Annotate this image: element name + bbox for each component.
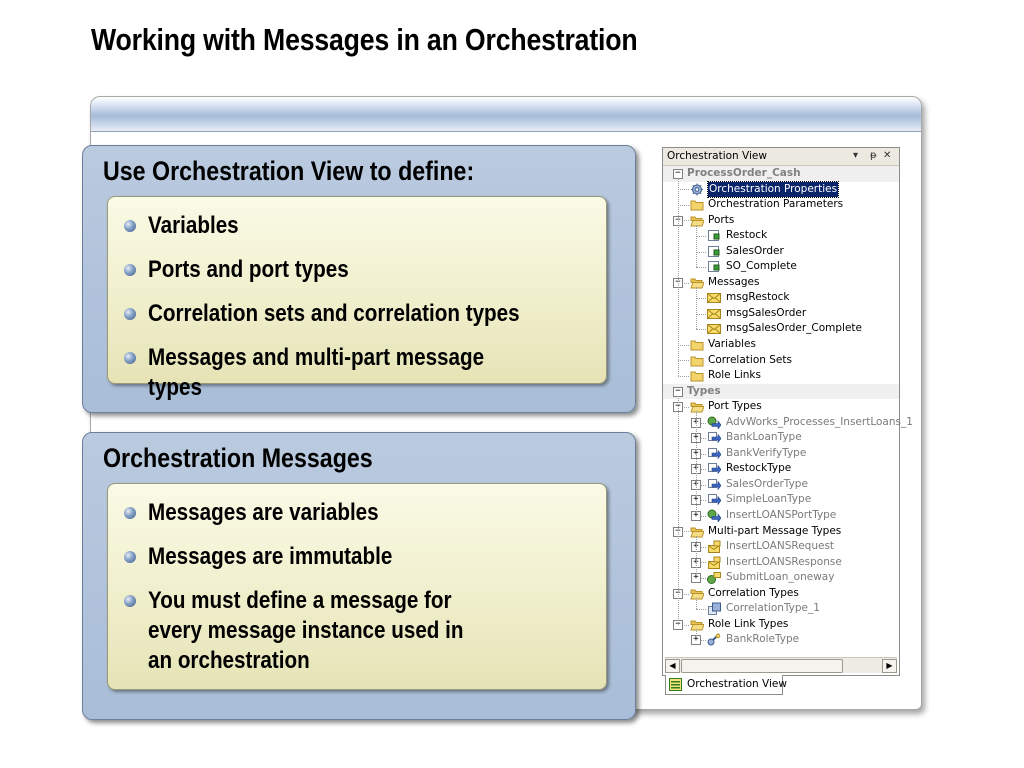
tree-row[interactable] [663, 259, 899, 275]
bullet-icon [124, 308, 136, 320]
tree-connector-line [696, 298, 706, 299]
bullet-icon [124, 220, 136, 232]
tree-item-label: AdvWorks_Processes_InsertLoans_1 [726, 415, 913, 428]
tree-row[interactable] [663, 197, 899, 213]
port-icon [707, 229, 721, 242]
orchestration-view-window [662, 147, 913, 676]
tree-connector-line [696, 609, 706, 610]
tree-connector-line [678, 189, 689, 190]
tree-row[interactable] [663, 228, 899, 244]
collapse-icon[interactable]: − [673, 402, 683, 412]
folder-open-icon [690, 525, 704, 538]
tree-row[interactable] [663, 570, 899, 586]
tree-item-label: Ports [708, 213, 735, 226]
bullet-item [124, 542, 606, 572]
port-icon [707, 245, 721, 258]
expand-icon[interactable]: + [691, 433, 701, 443]
bullet-item [124, 299, 606, 329]
folder-open-icon [690, 400, 704, 413]
tree-item-label: Correlation Types [708, 586, 799, 599]
tree-connector-line [696, 236, 706, 237]
expand-icon[interactable]: + [691, 495, 701, 505]
tree-row[interactable] [663, 430, 899, 446]
correlation-type-icon [707, 602, 721, 615]
collapse-icon[interactable]: − [673, 620, 683, 630]
bullet-text: Ports and port types [148, 256, 349, 283]
bullet-text: Messages and multi-part message types [148, 344, 485, 401]
tree-connector-line [696, 411, 697, 516]
bullet-icon [124, 595, 136, 607]
bullet-icon [124, 264, 136, 276]
tree-connector-line [678, 345, 689, 346]
folder-closed-icon [690, 354, 704, 367]
expand-icon[interactable]: + [691, 511, 701, 521]
tree-row[interactable] [663, 555, 899, 571]
message-type-icon [707, 556, 721, 569]
tree-row[interactable] [663, 321, 899, 337]
slide-title: Working with Messages in an Orchestration [91, 22, 638, 57]
tree-item-label: Messages [708, 275, 760, 288]
scroll-left-button[interactable]: ◀ [665, 659, 680, 673]
port-type-icon [707, 478, 721, 491]
expand-icon[interactable]: + [691, 573, 701, 583]
tree-row[interactable] [663, 213, 899, 229]
message-type-icon [707, 540, 721, 553]
scrollbar-thumb[interactable] [681, 659, 843, 673]
tree-connector-line [696, 287, 697, 330]
tree-item-label: SO_Complete [726, 260, 797, 273]
bullet-item [124, 498, 606, 528]
tree-row[interactable] [663, 539, 899, 555]
folder-closed-icon [690, 198, 704, 211]
tree-connector-line [696, 536, 697, 579]
tree-connector-line [678, 360, 689, 361]
expand-icon[interactable]: + [691, 418, 701, 428]
bullet-icon [124, 551, 136, 563]
tree-item-label: BankRoleType [726, 633, 800, 646]
port-type-icon [707, 493, 721, 506]
bullet-text: You must define a message for every message instance used in an orchestration [148, 587, 464, 674]
port-icon [707, 260, 721, 273]
expand-icon[interactable]: + [691, 558, 701, 568]
tree-row[interactable] [663, 399, 899, 415]
tree-row[interactable] [663, 368, 899, 384]
frame-title-bar [91, 97, 921, 132]
tree-row[interactable] [663, 275, 899, 291]
tree-section-row[interactable] [663, 384, 899, 400]
tree-row[interactable] [663, 617, 899, 633]
bullet-item [124, 343, 606, 403]
horizontal-scrollbar[interactable] [665, 657, 897, 673]
tree-section-row[interactable] [663, 166, 899, 182]
folder-open-icon [690, 214, 704, 227]
port-type-web-icon [707, 509, 721, 522]
tree-item-label: SimpleLoanType [726, 493, 812, 506]
bullet-item [124, 211, 606, 241]
folder-open-icon [690, 618, 704, 631]
auto-hide-pin-icon[interactable]: ᵽ [870, 150, 877, 161]
tree-connector-line [678, 376, 689, 377]
tree-item-label: RestockType [726, 462, 792, 475]
expand-icon[interactable]: + [691, 464, 701, 474]
window-position-dropdown-icon[interactable]: ▾ [853, 150, 859, 161]
tree-item-label: Port Types [708, 400, 762, 413]
panel-bullet-box [107, 196, 607, 401]
tree-connector-line [678, 396, 679, 625]
folder-closed-icon [690, 369, 704, 382]
tree-item-label: msgRestock [726, 291, 790, 304]
bullet-icon [124, 507, 136, 519]
tree-item-label: SalesOrder [726, 244, 784, 257]
port-type-icon [707, 431, 721, 444]
tree-item-label: Correlation Sets [708, 353, 792, 366]
tree-row[interactable] [663, 244, 899, 260]
bullet-text: Messages are immutable [148, 543, 393, 570]
tree-connector-line [696, 314, 706, 315]
tree-connector-line [696, 329, 706, 330]
tree-item-label: Multi-part Message Types [708, 524, 842, 537]
collapse-icon[interactable]: − [673, 589, 683, 599]
tree-item-label: msgSalesOrder [726, 306, 807, 319]
expand-icon[interactable]: + [691, 635, 701, 645]
tree-row[interactable] [663, 586, 899, 602]
bullet-text: Variables [148, 212, 239, 239]
tree-item-label: InsertLOANSPortType [726, 509, 837, 522]
tree-item-label: BankVerifyType [726, 446, 807, 459]
orchestration-view-icon [669, 678, 682, 691]
tree-row[interactable] [663, 524, 899, 540]
bullet-list [108, 197, 606, 403]
panel-orchestration-view-uses [82, 145, 636, 413]
tree-row[interactable] [663, 306, 899, 322]
tree-row[interactable] [663, 632, 899, 648]
tree-connector-line [678, 205, 689, 206]
tree-row[interactable] [663, 415, 913, 431]
tree-item-label: SubmitLoan_oneway [726, 571, 835, 584]
collapse-icon[interactable]: − [673, 169, 683, 179]
orchestration-tree [663, 166, 913, 648]
tree-row[interactable] [663, 492, 899, 508]
folder-open-icon [690, 276, 704, 289]
envelope-icon [707, 291, 721, 304]
envelope-icon [707, 322, 721, 335]
panel-title: Use Orchestration View to define: [103, 156, 475, 186]
tree-item-label: Orchestration Properties [708, 182, 838, 198]
bullet-item [124, 586, 606, 676]
tab-orchestration-view[interactable] [665, 675, 787, 695]
panel-orchestration-messages [82, 432, 636, 720]
scroll-right-button[interactable]: ▶ [882, 659, 897, 673]
tree-item-label: Role Links [708, 369, 761, 382]
tree-item-label: Variables [708, 338, 756, 351]
tree-item-label: SalesOrderType [726, 477, 808, 490]
tab-label: Orchestration View [687, 678, 787, 690]
tree-row[interactable] [663, 461, 899, 477]
tree-item-label: CorrelationType_1 [726, 602, 820, 615]
collapse-icon[interactable]: − [673, 527, 683, 537]
bullet-text: Messages are variables [148, 499, 379, 526]
tree-item-label: InsertLOANSResponse [726, 555, 842, 568]
port-type-icon [707, 447, 721, 460]
bullet-list [108, 484, 606, 676]
tree-row[interactable] [663, 353, 899, 369]
folder-closed-icon [690, 338, 704, 351]
tree-row[interactable] [663, 477, 899, 493]
tree-connector-line [696, 629, 697, 641]
port-type-icon [707, 462, 721, 475]
tree-row[interactable] [663, 182, 899, 198]
tool-window-title: Orchestration View [667, 150, 767, 162]
tree-connector-line [696, 225, 697, 268]
bullet-item [124, 255, 606, 285]
tree-row[interactable] [663, 337, 899, 353]
tree-connector-line [696, 252, 706, 253]
tree-item-label: ProcessOrder_Cash [687, 167, 801, 179]
collapse-icon[interactable]: − [673, 387, 683, 397]
tool-window-header [663, 148, 899, 166]
tree-row[interactable] [663, 601, 899, 617]
collapse-icon[interactable]: − [673, 278, 683, 288]
expand-icon[interactable]: + [691, 449, 701, 459]
expand-icon[interactable]: + [691, 542, 701, 552]
tree-connector-line [678, 178, 679, 376]
tree-item-label: Orchestration Parameters [708, 198, 844, 211]
panel-title: Orchestration Messages [103, 443, 373, 473]
message-type-web-icon [707, 571, 721, 584]
envelope-icon [707, 307, 721, 320]
tree-item-label: Types [687, 384, 721, 397]
tree-row[interactable] [663, 446, 899, 462]
bullet-icon [124, 352, 136, 364]
tree-connector-line [696, 267, 706, 268]
gear-icon [690, 183, 704, 196]
tree-connector-line [696, 598, 697, 610]
expand-icon[interactable]: + [691, 480, 701, 490]
bullet-text: Correlation sets and correlation types [148, 300, 520, 327]
tree-item-label: BankLoanType [726, 431, 802, 444]
tree-item-label: Restock [726, 229, 768, 242]
tree-item-label: msgSalesOrder_Complete [726, 322, 863, 335]
tree-row[interactable] [663, 290, 899, 306]
tree-item-label: Role Link Types [708, 617, 789, 630]
panel-bullet-box [107, 483, 607, 690]
tree-row[interactable] [663, 508, 899, 524]
tree-item-label: InsertLOANSRequest [726, 540, 835, 553]
role-link-type-icon [707, 633, 721, 646]
folder-open-icon [690, 587, 704, 600]
port-type-web-icon [707, 416, 721, 429]
close-icon[interactable]: ✕ [883, 150, 892, 161]
collapse-icon[interactable]: − [673, 216, 683, 226]
